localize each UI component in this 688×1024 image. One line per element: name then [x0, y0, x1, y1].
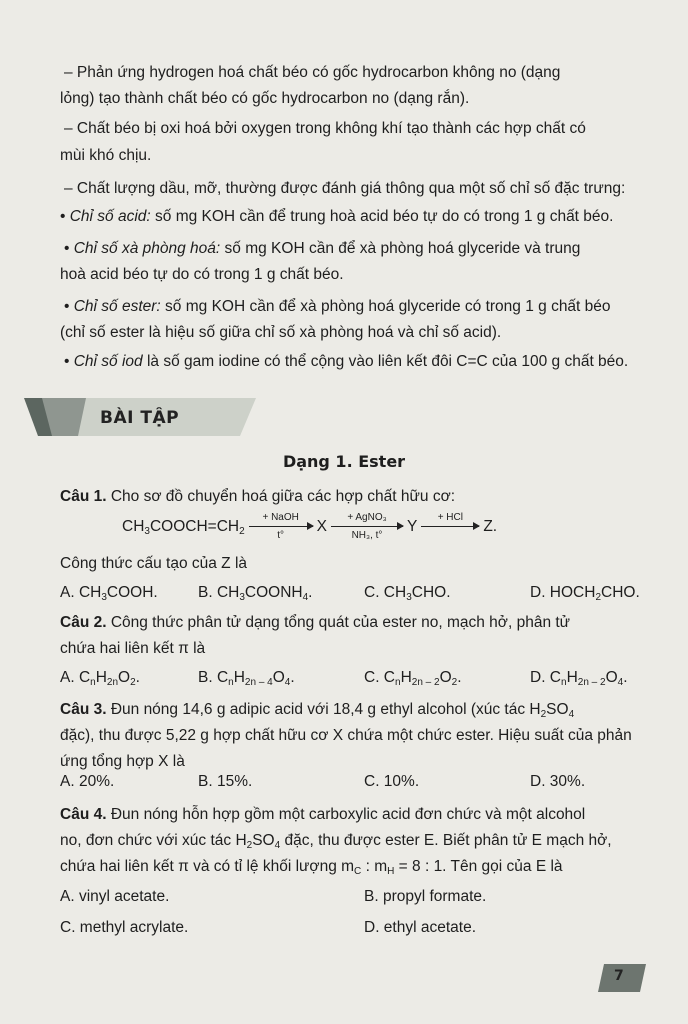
option-a: A. 20%. — [60, 773, 115, 790]
definition: là số gam iodine có thể cộng vào liên kết đôi C=C của 100 g chất béo. — [142, 353, 629, 370]
option-a: A. vinyl acetate. — [60, 888, 170, 905]
option-b: B. $C_nH_{2n - 4}O_4$. — [198, 669, 295, 688]
reagent: + AgNO₃ — [347, 512, 387, 523]
option-c: C. $CH_3CHO$. — [364, 584, 451, 603]
question-stem: Công thức cấu tạo của Z là — [60, 555, 248, 572]
term: Chỉ số acid: — [69, 208, 151, 225]
arrow-naoh — [249, 512, 313, 542]
text-part: chứa hai liên kết π và có tỉ lệ khối lượng m — [60, 858, 355, 875]
arrow-agno3 — [331, 512, 403, 542]
section-title: Dạng 1. Ester — [282, 452, 406, 471]
definition: số mg KOH cần để trung hoà acid béo tự do có trong 1 g chất béo. — [150, 208, 614, 225]
text-line: đặc), thu được 5,22 g hợp chất hữu cơ X chứa một chức ester. Hiệu suất của phản — [60, 727, 632, 744]
definition: số mg KOH cần để xà phòng hoá glyceride có trong 1 g chất béo — [160, 298, 611, 315]
formula: $CH_3COOCH=CH_2$ — [122, 518, 245, 537]
option-b: B. 15%. — [198, 773, 253, 790]
question-label: Câu 2. — [60, 614, 107, 631]
formula: X — [316, 518, 327, 535]
question-1 — [60, 486, 640, 508]
text-line: (chỉ số ester là hiệu số giữa chỉ số xà phòng hoá và chỉ số acid). — [60, 324, 502, 341]
arrow-line — [249, 526, 313, 527]
option-b: B. propyl formate. — [364, 888, 487, 905]
option-c: C. 10%. — [364, 773, 420, 790]
question-label: Câu 4. — [60, 806, 107, 823]
term: Chỉ số ester: — [73, 298, 161, 315]
term: Chỉ số iod — [73, 353, 143, 370]
option-d: D. $HOCH_2CHO$. — [530, 584, 640, 603]
bullet-acid: • Chỉ số acid: số mg KOH cần để trung hoà acid béo tự do có trong 1 g chất béo. — [60, 208, 614, 225]
option-c: C. methyl acrylate. — [60, 919, 189, 936]
question-text: Đun nóng 14,6 g adipic acid với 18,4 g ethyl alcohol (xúc tác H — [106, 701, 541, 718]
reagent: + HCl — [437, 512, 463, 523]
option-c: C. $C_nH_{2n - 2}O_2$. — [364, 669, 462, 688]
reaction-scheme — [122, 512, 497, 542]
definition: số mg KOH cần để xà phòng hoá glyceride và trung — [220, 240, 581, 257]
option-d: D. ethyl acetate. — [364, 919, 477, 936]
arrow-line — [421, 526, 479, 527]
text-line: mùi khó chịu. — [60, 147, 152, 164]
question-4 — [60, 804, 640, 826]
option-d: D. 30%. — [530, 773, 586, 790]
term: Chỉ số xà phòng hoá: — [73, 240, 221, 257]
question-3: Câu 3. Đun nóng 14,6 g adipic acid với 18,4 g ethyl alcohol (xúc tác $H_2SO_4$ — [60, 701, 575, 720]
question-label: Câu 3. — [60, 701, 107, 718]
bullet-iodine: • Chỉ số iod là số gam iodine có thể cộng vào liên kết đôi C=C của 100 g chất béo. — [64, 353, 629, 370]
condition: NH₃, t° — [351, 530, 383, 541]
arrow-hcl — [421, 512, 479, 542]
text-line: chứa hai liên kết π là — [60, 640, 206, 657]
page-number: 7 — [614, 968, 624, 984]
text-line: hoà acid béo tự do có trong 1 g chất béo. — [60, 266, 344, 283]
condition — [421, 529, 479, 542]
option-d: D. $C_nH_{2n - 2}O_4$. — [530, 669, 628, 688]
question-label: Câu 1. — [60, 488, 107, 505]
text-line: chứa hai liên kết π và có tỉ lệ khối lượng $m_C$ : $m_H = 8$ : 1. Tên gọi của E là — [60, 858, 563, 877]
text-line: – Chất béo bị oxi hoá bởi oxygen trong không khí tạo thành các hợp chất có — [64, 120, 586, 137]
text-part: no, đơn chức với xúc tác H — [60, 832, 247, 849]
text-line: no, đơn chức với xúc tác $H_2SO_4$ đặc, thu được ester E. Biết phân tử E mạch hở, — [60, 832, 612, 851]
arrow-line — [331, 526, 403, 527]
condition: t° — [277, 530, 285, 541]
question-text: Đun nóng hỗn hợp gồm một carboxylic acid đơn chức và một alcohol — [106, 806, 586, 823]
text-line: – Phản ứng hydrogen hoá chất béo có gốc hydrocarbon không no (dạng — [64, 64, 561, 81]
question-text: Cho sơ đồ chuyển hoá giữa các hợp chất hữu cơ: — [106, 488, 456, 505]
bullet-ester: • Chỉ số ester: số mg KOH cần để xà phòng hoá glyceride có trong 1 g chất béo — [64, 298, 611, 315]
option-a: A. $C_nH_{2n}O_2$. — [60, 669, 140, 688]
question-text: Công thức phân tử dạng tổng quát của ester no, mạch hở, phân tử — [106, 614, 571, 631]
banner-title: BÀI TẬP — [100, 408, 180, 428]
text-line: – Chất lượng dầu, mỡ, thường được đánh giá thông qua một số chỉ số đặc trưng: — [64, 180, 626, 197]
formula: Z. — [483, 518, 498, 535]
bullet-saponification: • Chỉ số xà phòng hoá: số mg KOH cần để xà phòng hoá glyceride và trung — [64, 240, 581, 257]
text-part: : m — [361, 858, 388, 875]
text-part: = 8 : 1. Tên gọi của E là — [394, 858, 563, 875]
option-b: B. $CH_3COONH_4$. — [198, 584, 313, 603]
formula: Y — [407, 518, 418, 535]
text-part: đặc, thu được ester E. Biết phân tử E mạch hở, — [280, 832, 612, 849]
text-line: ứng tổng hợp X là — [60, 753, 185, 770]
text-line: lỏng) tạo thành chất béo có gốc hydrocarbon no (dạng rắn). — [60, 90, 470, 107]
option-a: A. $CH_3COOH$. — [60, 584, 158, 603]
question-2 — [60, 612, 640, 634]
reagent: + NaOH — [262, 512, 299, 523]
